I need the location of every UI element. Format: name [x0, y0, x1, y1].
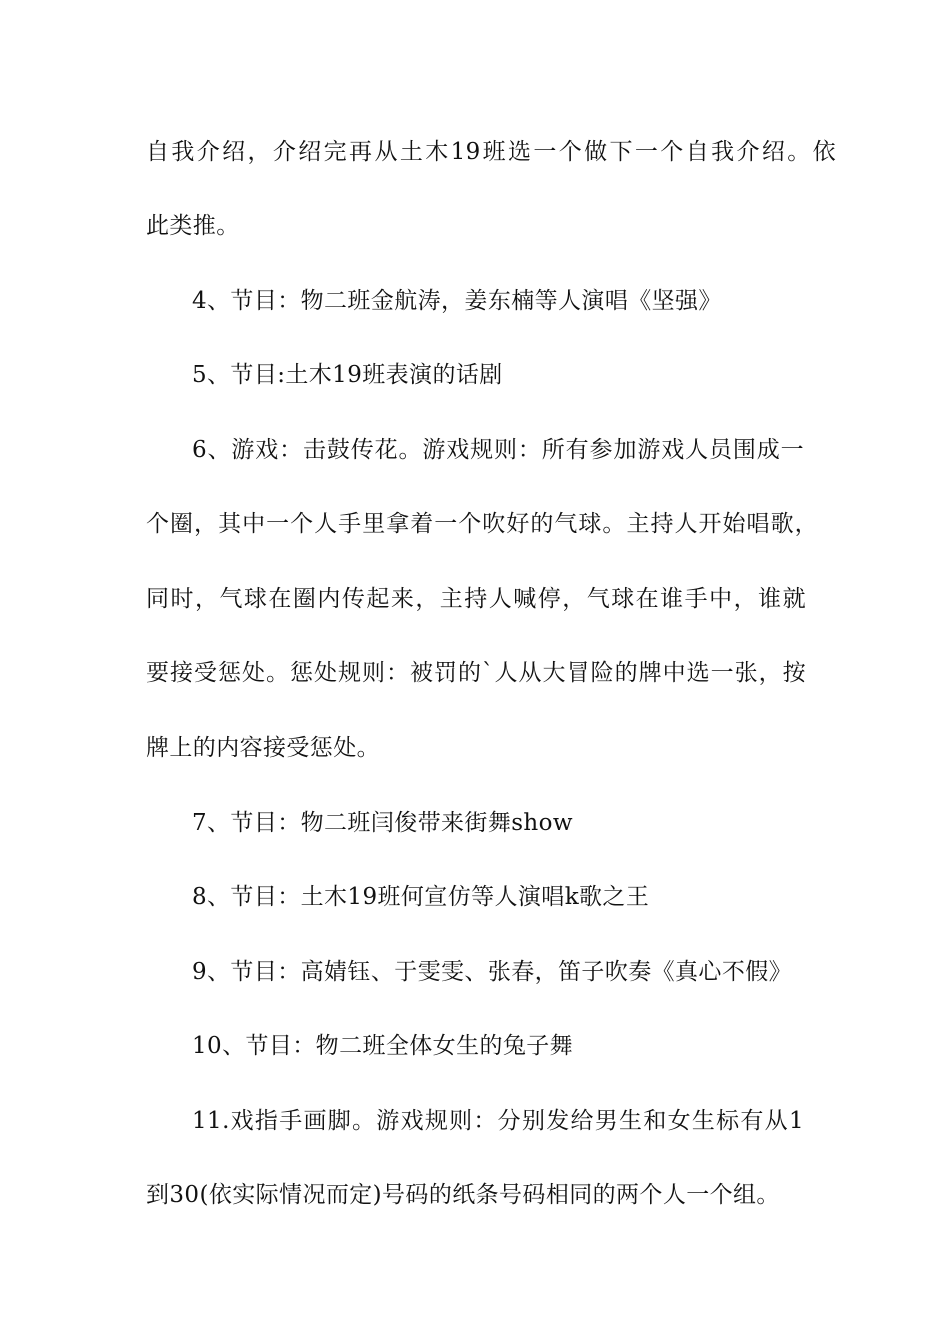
program-item-4: 4、节目：物二班金航涛，姜东楠等人演唱《坚强》 [192, 288, 722, 314]
program-item-9: 9、节目：高婧钰、于雯雯、张春，笛子吹奏《真心不假》 [192, 959, 793, 985]
paragraph-line: 同时，气球在圈内传起来，主持人喊停，气球在谁手中，谁就 [146, 586, 806, 612]
program-item-10: 10、节目：物二班全体女生的兔子舞 [192, 1033, 574, 1059]
program-item-11: 11.戏指手画脚。游戏规则：分别发给男生和女生标有从1 [192, 1108, 804, 1134]
paragraph-line: 个圈，其中一个人手里拿着一个吹好的气球。主持人开始唱歌， [146, 511, 818, 537]
program-item-5: 5、节目:土木19班表演的话剧 [192, 362, 503, 388]
paragraph-line: 自我介绍，介绍完再从土木19班选一个做下一个自我介绍。依 [146, 139, 836, 165]
program-item-6: 6、游戏：击鼓传花。游戏规则：所有参加游戏人员围成一 [192, 437, 804, 463]
paragraph-line: 此类推。 [146, 213, 240, 239]
program-item-8: 8、节目：土木19班何宣仿等人演唱k歌之王 [192, 884, 650, 910]
paragraph-line: 要接受惩处。惩处规则：被罚的`人从大冒险的牌中选一张，按 [146, 660, 806, 686]
paragraph-line: 牌上的内容接受惩处。 [146, 735, 380, 761]
paragraph-line: 到30(依实际情况而定)号码的纸条号码相同的两个人一个组。 [146, 1182, 780, 1208]
program-item-7: 7、节目：物二班闫俊带来街舞show [192, 810, 573, 836]
